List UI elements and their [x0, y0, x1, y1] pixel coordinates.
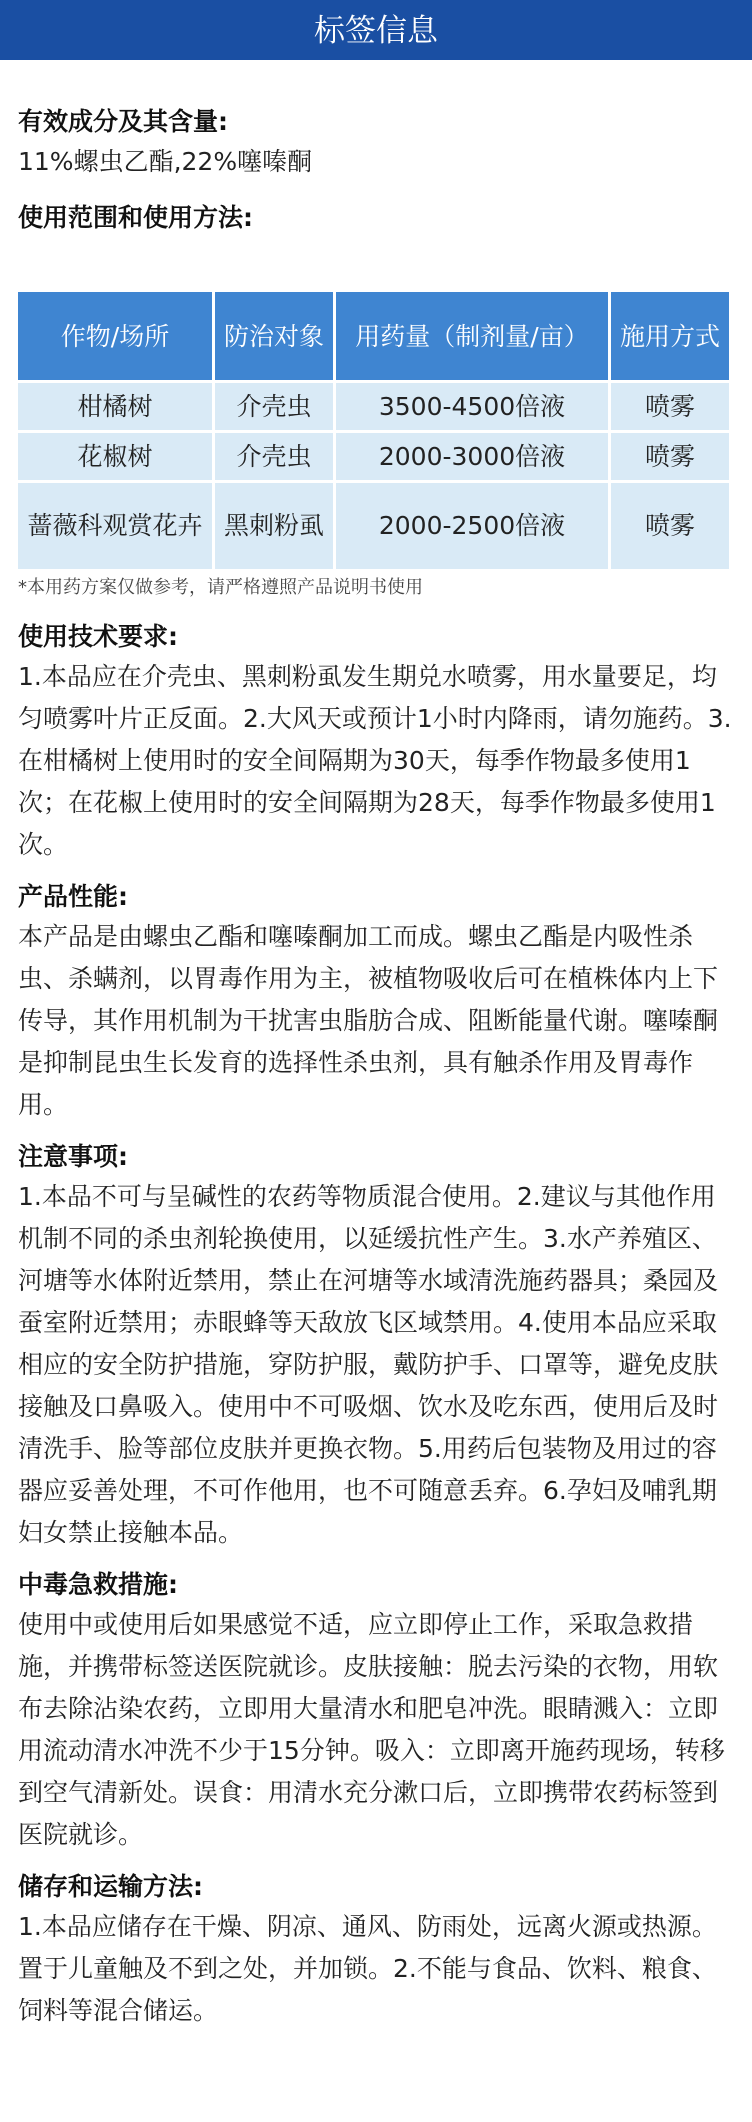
usage-note: *本用药方案仅做参考，请严格遵照产品说明书使用	[18, 577, 423, 598]
firstaid-title: 中毒急救措施:	[18, 1570, 178, 1599]
performance-title: 产品性能:	[18, 882, 128, 911]
cell-crop: 柑橘树	[18, 383, 212, 430]
cell-method: 喷雾	[611, 483, 729, 569]
usage-table	[15, 289, 732, 572]
section-storage	[18, 1868, 734, 2032]
cell-method: 喷雾	[611, 383, 729, 430]
tech-text: 1.本品应在介壳虫、黑刺粉虱发生期兑水喷雾，用水量要足，均匀喷雾叶片正反面。2.大风天或预计1小时内降雨，请勿施药。3.在柑橘树上使用时的安全间隔期为30天，每季作物最多使用1次；在花椒上使用时的安全间隔期为28天，每季作物最多使用1次。	[18, 662, 732, 859]
section-caution	[18, 1138, 734, 1554]
cell-crop: 花椒树	[18, 433, 212, 480]
cell-dosage: 3500-4500倍液	[336, 383, 608, 430]
caution-title: 注意事项:	[18, 1142, 128, 1171]
section-usage	[18, 199, 734, 602]
performance-text: 本产品是由螺虫乙酯和噻嗪酮加工而成。螺虫乙酯是内吸性杀虫、杀螨剂，以胃毒作用为主，被植物吸收后可在植株体内上下传导，其作用机制为干扰害虫脂肪合成、阻断能量代谢。噻嗪酮是抑制昆虫生长发育的选择性杀虫剂，具有触杀作用及胃毒作用。	[18, 922, 719, 1119]
cell-dosage: 2000-3000倍液	[336, 433, 608, 480]
header-target: 防治对象	[215, 292, 333, 380]
cell-crop: 蔷薇科观赏花卉	[18, 483, 212, 569]
tech-title: 使用技术要求:	[18, 622, 178, 651]
caution-text: 1.本品不可与呈碱性的农药等物质混合使用。2.建议与其他作用机制不同的杀虫剂轮换使用，以延缓抗性产生。3.水产养殖区、河塘等水体附近禁用，禁止在河塘等水域清洗施药器具；桑园及蚕室附近禁用；赤眼蜂等天敌放飞区域禁用。4.使用本品应采取相应的安全防护措施，穿防护服，戴防护手、口罩等，避免皮肤接触及口鼻吸入。使用中不可吸烟、饮水及吃东西，使用后及时清洗手、脸等部位皮肤并更换衣物。5.用药后包装物及用过的容器应妥善处理，不可作他用，也不可随意丢弃。6.孕妇及哺乳期妇女禁止接触本品。	[18, 1182, 719, 1547]
page-header	[0, 0, 752, 60]
section-ingredients	[18, 103, 734, 183]
page-title: 标签信息	[314, 13, 438, 49]
section-performance	[18, 878, 734, 1126]
storage-title: 储存和运输方法:	[18, 1872, 203, 1901]
label-content	[0, 103, 752, 2032]
section-tech	[18, 618, 734, 866]
cell-target: 介壳虫	[215, 433, 333, 480]
header-crop: 作物/场所	[18, 292, 212, 380]
cell-dosage: 2000-2500倍液	[336, 483, 608, 569]
cell-target: 介壳虫	[215, 383, 333, 430]
storage-text: 1.本品应储存在干燥、阴凉、通风、防雨处，远离火源或热源。置于儿童触及不到之处，并加锁。2.不能与食品、饮料、粮食、饲料等混合储运。	[18, 1912, 717, 2025]
table-row	[18, 383, 729, 430]
firstaid-text: 使用中或使用后如果感觉不适，应立即停止工作，采取急救措施，并携带标签送医院就诊。皮肤接触：脱去污染的衣物，用软布去除沾染农药，立即用大量清水和肥皂冲洗。眼睛溅入：立即用流动清水冲洗不少于15分钟。吸入：立即离开施药现场，转移到空气清新处。误食：用清水充分漱口后，立即携带农药标签到医院就诊。	[18, 1610, 725, 1849]
ingredients-title: 有效成分及其含量:	[18, 107, 228, 136]
header-dosage: 用药量（制剂量/亩）	[336, 292, 608, 380]
usage-title: 使用范围和使用方法:	[18, 203, 253, 232]
cell-method: 喷雾	[611, 433, 729, 480]
table-row	[18, 433, 729, 480]
cell-target: 黑刺粉虱	[215, 483, 333, 569]
ingredients-text: 11%螺虫乙酯,22%噻嗪酮	[18, 147, 313, 176]
table-row	[18, 483, 729, 569]
header-method: 施用方式	[611, 292, 729, 380]
section-firstaid	[18, 1566, 734, 1856]
table-header-row	[18, 292, 729, 380]
